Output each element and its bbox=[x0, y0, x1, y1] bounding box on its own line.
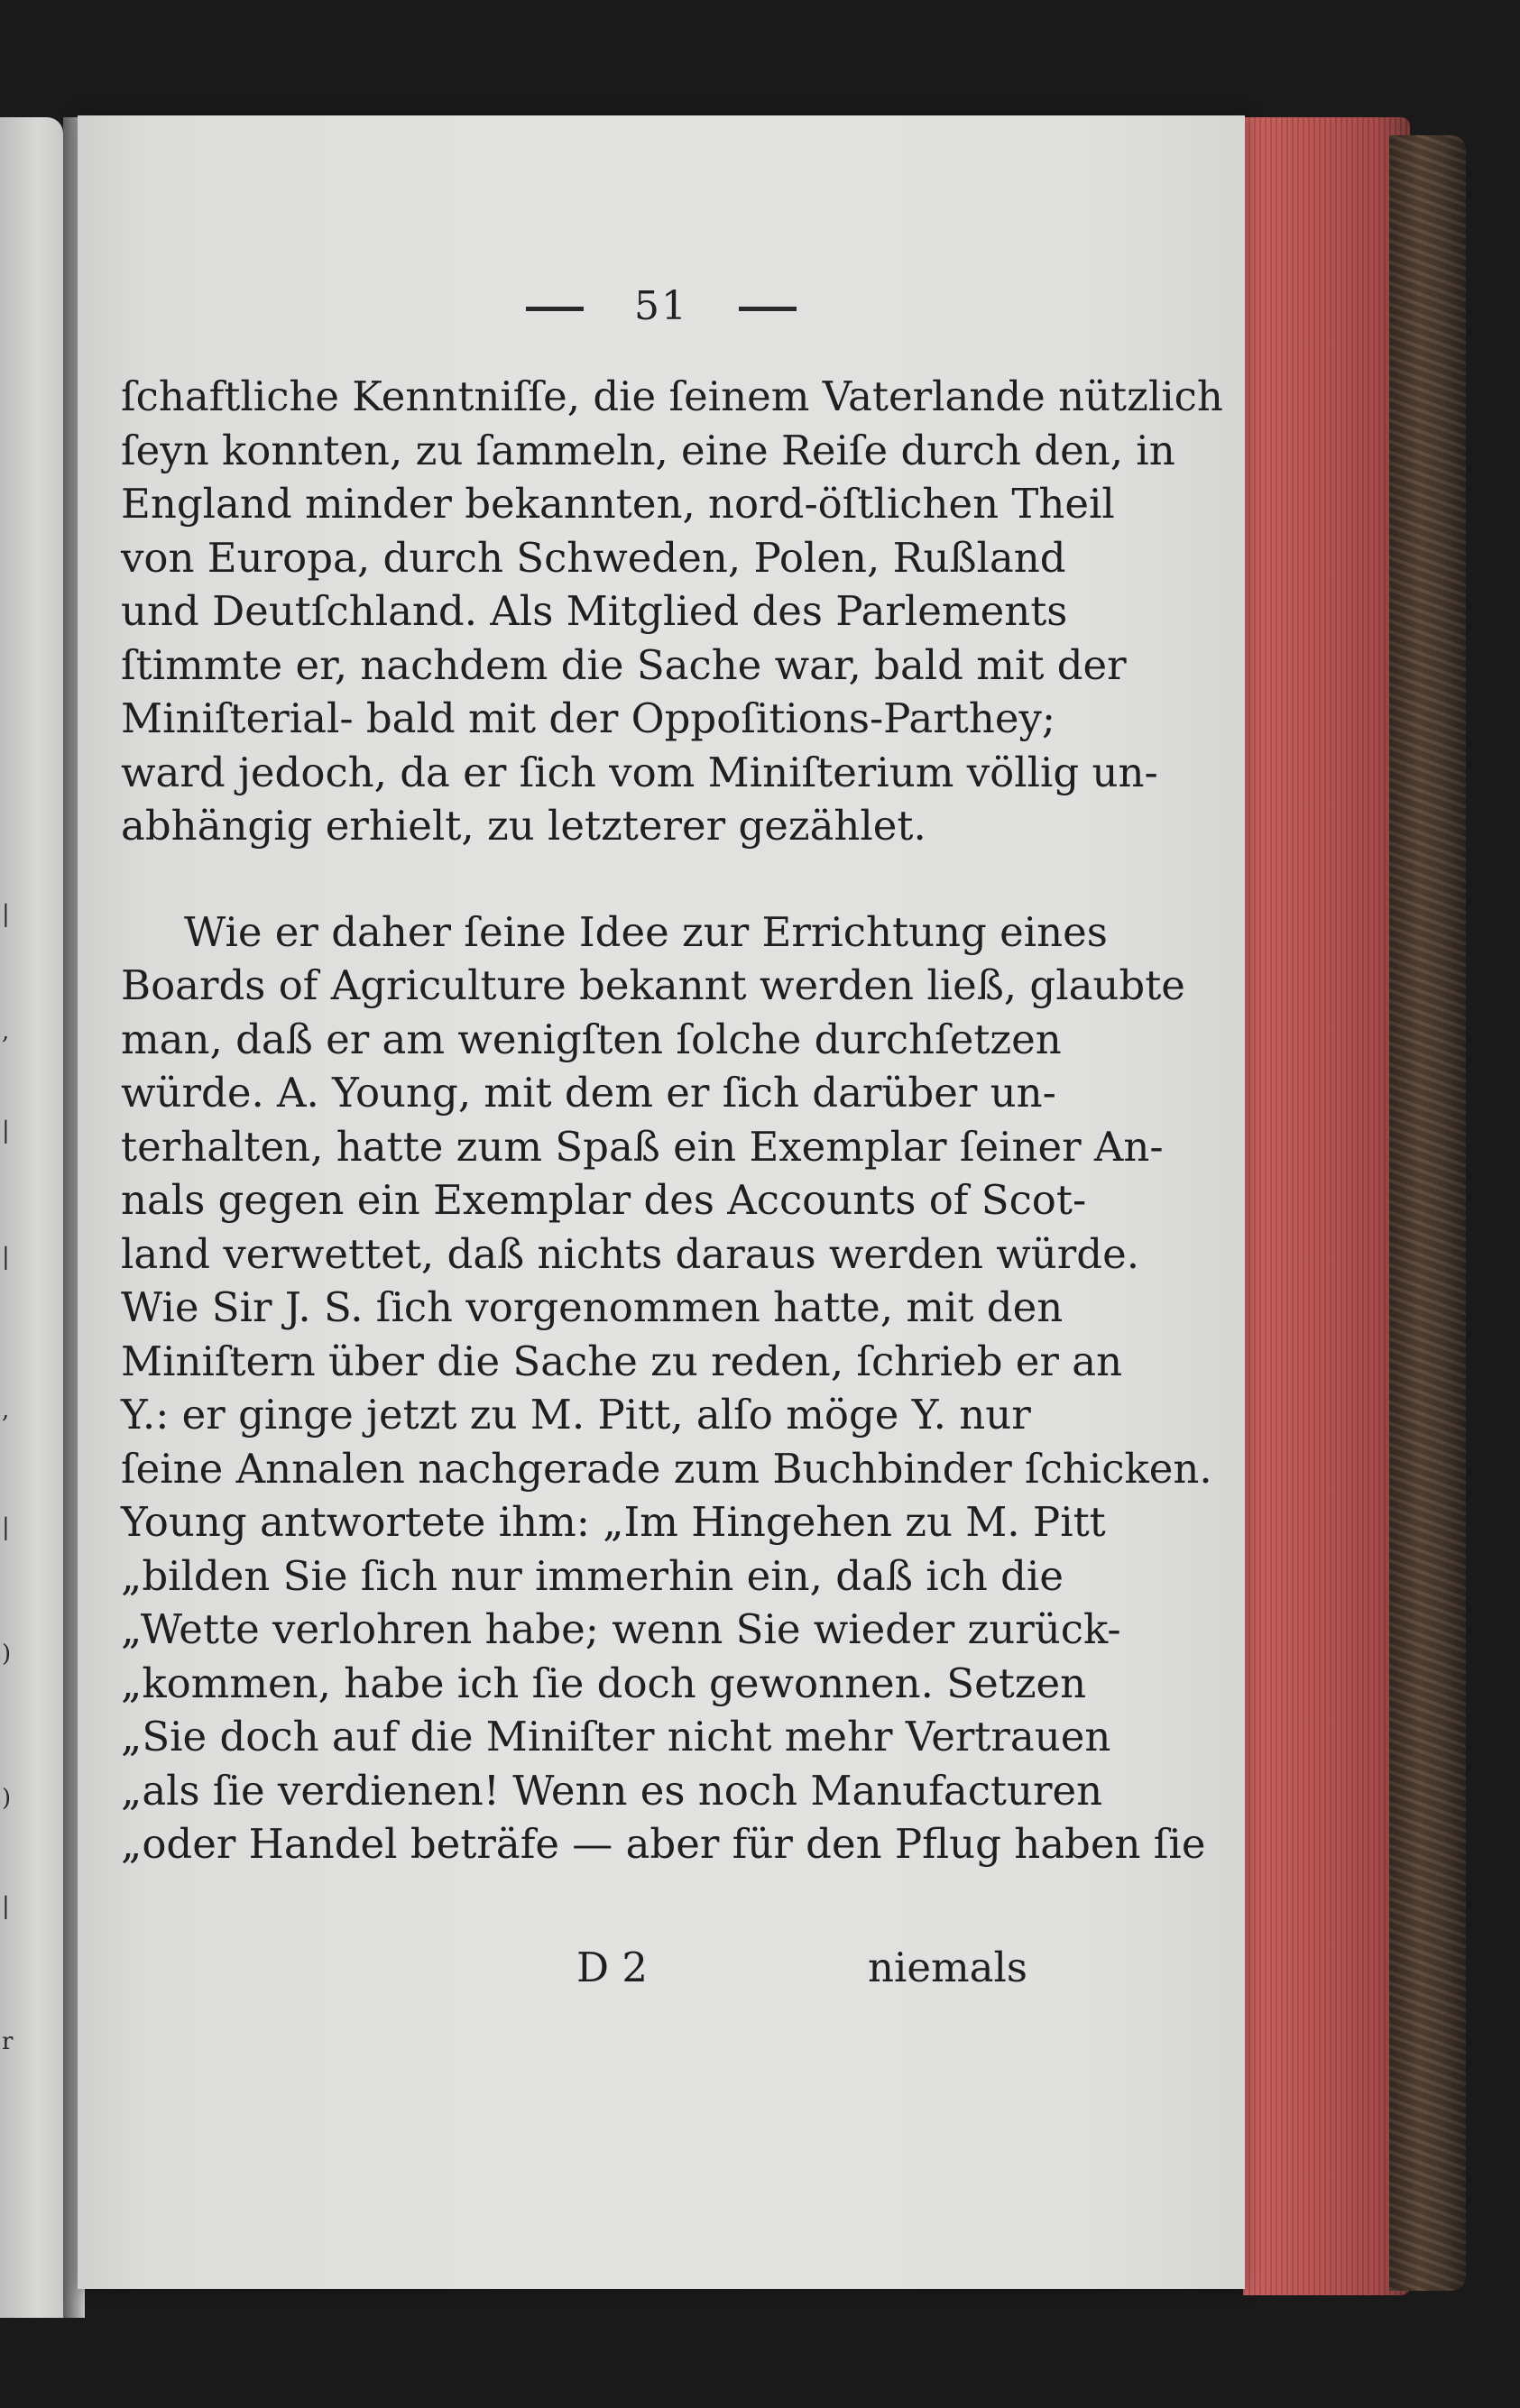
running-head bbox=[78, 271, 1245, 343]
left-page-mark: , bbox=[2, 1018, 10, 1045]
book-cover-edge bbox=[1389, 135, 1466, 2291]
text-line: von Europa, durch Schweden, Polen, Rußland bbox=[121, 533, 1066, 582]
text-line: England minder bekannten, nord-öſtlichen Theil bbox=[121, 480, 1115, 528]
paragraph-gap bbox=[121, 853, 1027, 905]
text-line: „Sie doch auf die Miniſter nicht mehr Vertrauen bbox=[121, 1713, 1111, 1760]
text-line: Wie Sir J. S. ſich vorgenommen hatte, mit den bbox=[121, 1283, 1064, 1331]
text-line: würde. A. Young, mit dem er ſich darüber un- bbox=[121, 1069, 1056, 1117]
text-line: ſchaftliche Kenntniſſe, die ſeinem Vaterlande nützlich bbox=[121, 372, 1223, 420]
text-line: terhalten, hatte zum Spaß ein Exemplar ſeiner An- bbox=[121, 1122, 1164, 1171]
signature-mark: D 2 bbox=[576, 1944, 649, 1991]
red-page-edges bbox=[1243, 117, 1410, 2295]
page-text bbox=[121, 370, 1223, 1871]
text-line: Miniſterial- bald mit der Oppoſitions-Parthey; bbox=[121, 694, 1056, 742]
paragraph-2 bbox=[121, 905, 1212, 1871]
text-line: und Deutſchland. Als Mitglied des Parlements bbox=[121, 587, 1068, 635]
left-page-mark: | bbox=[2, 1117, 10, 1144]
text-line: „bilden Sie ſich nur immerhin ein, daß ich die bbox=[121, 1551, 1064, 1600]
left-page-edge bbox=[0, 117, 63, 2318]
text-line: Wie er daher ſeine Idee zur Errichtung eines bbox=[184, 907, 1108, 956]
header-dash-left bbox=[526, 307, 584, 311]
left-page-mark: r bbox=[2, 2028, 14, 2055]
text-line: ſeine Annalen nachgerade zum Buchbinder ſchicken. bbox=[121, 1444, 1212, 1493]
text-line: „als ſie verdienen! Wenn es noch Manufacturen bbox=[121, 1766, 1103, 1815]
text-line: Y.: er ginge jetzt zu M. Pitt, alſo möge Y. nur bbox=[121, 1391, 1031, 1438]
left-page-mark: | bbox=[2, 1244, 10, 1271]
paragraph-1 bbox=[121, 370, 1223, 853]
text-line: nals gegen ein Exemplar des Accounts of Scot- bbox=[121, 1176, 1087, 1224]
text-line: ſeyn konnten, zu ſammeln, eine Reiſe durch den, in bbox=[121, 426, 1175, 474]
page-number: 51 bbox=[634, 283, 688, 329]
text-line: „kommen, habe ich ſie doch gewonnen. Setzen bbox=[121, 1659, 1087, 1707]
text-line: abhängig erhielt, zu letzterer gezählet. bbox=[121, 802, 926, 850]
header-dash-right bbox=[739, 307, 797, 311]
left-page-marks bbox=[0, 117, 63, 2318]
text-line: Miniſtern über die Sache zu reden, ſchrieb er an bbox=[121, 1337, 1123, 1385]
text-line: land verwettet, daß nichts daraus werden würde. bbox=[121, 1229, 1140, 1278]
left-page-mark: ) bbox=[2, 1785, 12, 1812]
text-line: „Wette verlohren habe; wenn Sie wieder zurück- bbox=[121, 1605, 1121, 1653]
text-line: Boards of Agriculture bekannt werden ließ, glaubte bbox=[121, 961, 1185, 1009]
text-line: „oder Handel beträfe — aber für den Pflug haben ſie bbox=[121, 1820, 1206, 1868]
left-page-mark: | bbox=[2, 1893, 10, 1920]
left-page-mark: , bbox=[2, 1397, 10, 1424]
text-line: Young antwortete ihm: „Im Hingehen zu M. Pitt bbox=[121, 1498, 1106, 1546]
text-line: man, daß er am wenigſten ſolche durchſetzen bbox=[121, 1015, 1062, 1063]
catchword: niemals bbox=[868, 1944, 1027, 1991]
left-page-mark: ) bbox=[2, 1641, 12, 1668]
left-page-mark: | bbox=[2, 1514, 10, 1541]
left-page-mark: | bbox=[2, 901, 10, 928]
text-line: ward jedoch, da er ſich vom Miniſterium völlig un- bbox=[121, 748, 1158, 796]
text-line: ſtimmte er, nachdem die Sache war, bald mit der bbox=[121, 640, 1127, 689]
page-footer bbox=[121, 1939, 1027, 1997]
